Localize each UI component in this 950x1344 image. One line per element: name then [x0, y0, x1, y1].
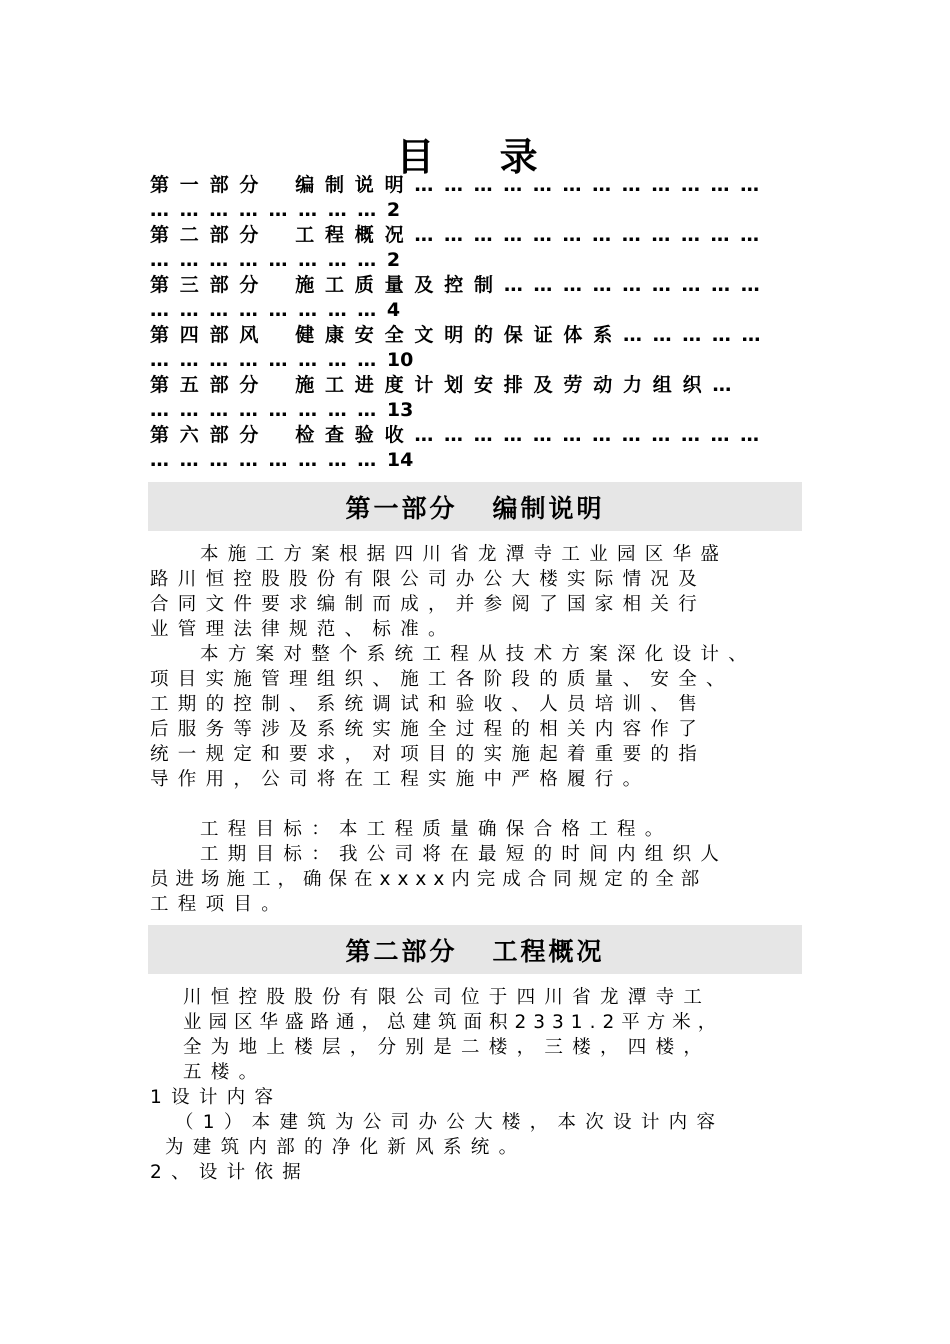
- toc-entry-title: 检查验收: [295, 424, 415, 446]
- paragraph-line: 后服务等涉及系统实施全过程的相关内容作了: [150, 719, 707, 740]
- paragraph-line: 业管理法律规范、标准。: [150, 619, 456, 640]
- paragraph-line: 川恒控股股份有限公司位于四川省龙潭寺工: [183, 987, 712, 1008]
- toc-entry-title: 施工进度计划安排及劳动力组织: [295, 374, 713, 396]
- toc-entry-4-line2[interactable]: [150, 348, 413, 373]
- paragraph-line: （1）本建筑为公司办公大楼，本次设计内容: [175, 1112, 725, 1133]
- paragraph-line: 导作用，公司将在工程实施中严格履行。: [150, 769, 651, 790]
- toc-entry-part: 第四部风: [150, 324, 270, 346]
- toc-entry-dots: … … … … … … … … … … … …: [414, 424, 762, 446]
- toc-entry-part: 第六部分: [150, 424, 270, 446]
- toc-entry-3-line1[interactable]: [150, 273, 762, 298]
- toc-entry-dots: …: [712, 374, 734, 396]
- paragraph-line: 路川恒控股股份有限公司办公大楼实际情况及: [150, 569, 707, 590]
- toc-entry-dots: … … … … … … … …: [150, 449, 387, 471]
- toc-entry-part: 第二部分: [150, 224, 270, 246]
- toc-entry-part: 第五部分: [150, 374, 270, 396]
- toc-entry-5-line2[interactable]: [150, 398, 413, 423]
- toc-entry-title: 健康安全文明的保证体系: [295, 324, 624, 346]
- toc-entry-dots: … … … … … … … … … … … …: [414, 224, 762, 246]
- toc-entry-3-line2[interactable]: [150, 298, 400, 323]
- toc-entry-4-line1[interactable]: [150, 323, 762, 348]
- paragraph-line: 统一规定和要求，对项目的实施起着重要的指: [150, 744, 707, 765]
- toc-entry-1-line2[interactable]: [150, 198, 400, 223]
- toc-entry-page: 13: [386, 399, 414, 421]
- subheading-line: 1设计内容: [150, 1087, 283, 1108]
- toc-entry-dots: … … … … … … … …: [150, 399, 387, 421]
- section-2-heading: 第二部分 工程概况: [345, 936, 605, 966]
- toc-entry-6-line1[interactable]: [150, 423, 761, 448]
- paragraph-line: 为建筑内部的净化新风系统。: [165, 1137, 527, 1158]
- paragraph-line: 业园区华盛路通，总建筑面积2331.2平方米，: [183, 1012, 724, 1033]
- toc-entry-dots: … … … … …: [623, 324, 763, 346]
- toc-entry-6-line2[interactable]: [150, 448, 413, 473]
- toc-entry-part: 第三部分: [150, 274, 270, 296]
- toc-title: 目 录: [396, 134, 564, 179]
- paragraph-line: 合同文件要求编制而成，并参阅了国家相关行: [150, 594, 707, 615]
- paragraph-line: 本方案对整个系统工程从技术方案深化设计、: [200, 644, 757, 665]
- paragraph-line: 本施工方案根据四川省龙潭寺工业园区华盛: [200, 544, 729, 565]
- paragraph-line: 工程目标：本工程质量确保合格工程。: [200, 819, 673, 840]
- subheading-line: 2、设计依据: [150, 1162, 311, 1183]
- toc-entry-dots: … … … … … … … …: [150, 249, 387, 271]
- section-1-heading: 第一部分 编制说明: [345, 493, 605, 523]
- toc-entry-page: 4: [386, 299, 401, 321]
- toc-entry-5-line1[interactable]: [150, 373, 733, 398]
- toc-entry-page: 2: [386, 199, 401, 221]
- toc-entry-dots: … … … … … … … … … … … …: [414, 174, 762, 196]
- toc-entry-dots: … … … … … … … …: [150, 299, 387, 321]
- toc-entry-dots: … … … … … … … …: [150, 349, 387, 371]
- toc-entry-1-line1[interactable]: [150, 173, 761, 198]
- toc-entry-dots: … … … … … … … …: [150, 199, 387, 221]
- paragraph-line: 员进场施工，确保在xxxx内完成合同规定的全部: [150, 869, 707, 890]
- toc-entry-title: 工程概况: [295, 224, 415, 246]
- toc-entry-part: 第一部分: [150, 174, 270, 196]
- toc-entry-title: 施工质量及控制: [295, 274, 504, 296]
- section-1-banner: [148, 482, 802, 531]
- section-2-banner: [148, 925, 802, 974]
- toc-entry-2-line1[interactable]: [150, 223, 761, 248]
- toc-entry-2-line2[interactable]: [150, 248, 400, 273]
- toc-entry-page: 14: [386, 449, 414, 471]
- paragraph-line: 项目实施管理组织、施工各阶段的质量、安全、: [150, 669, 734, 690]
- paragraph-line: 工期的控制、系统调试和验收、人员培训、售: [150, 694, 707, 715]
- toc-entry-page: 10: [386, 349, 414, 371]
- paragraph-line: 工程项目。: [150, 894, 290, 915]
- toc-entry-page: 2: [386, 249, 401, 271]
- paragraph-line: 全为地上楼层，分别是二楼，三楼，四楼，: [183, 1037, 712, 1058]
- toc-entry-dots: … … … … … … … … …: [503, 274, 762, 296]
- paragraph-line: 工期目标：我公司将在最短的时间内组织人: [200, 844, 729, 865]
- toc-entry-title: 编制说明: [295, 174, 415, 196]
- paragraph-line: 五楼。: [183, 1062, 267, 1083]
